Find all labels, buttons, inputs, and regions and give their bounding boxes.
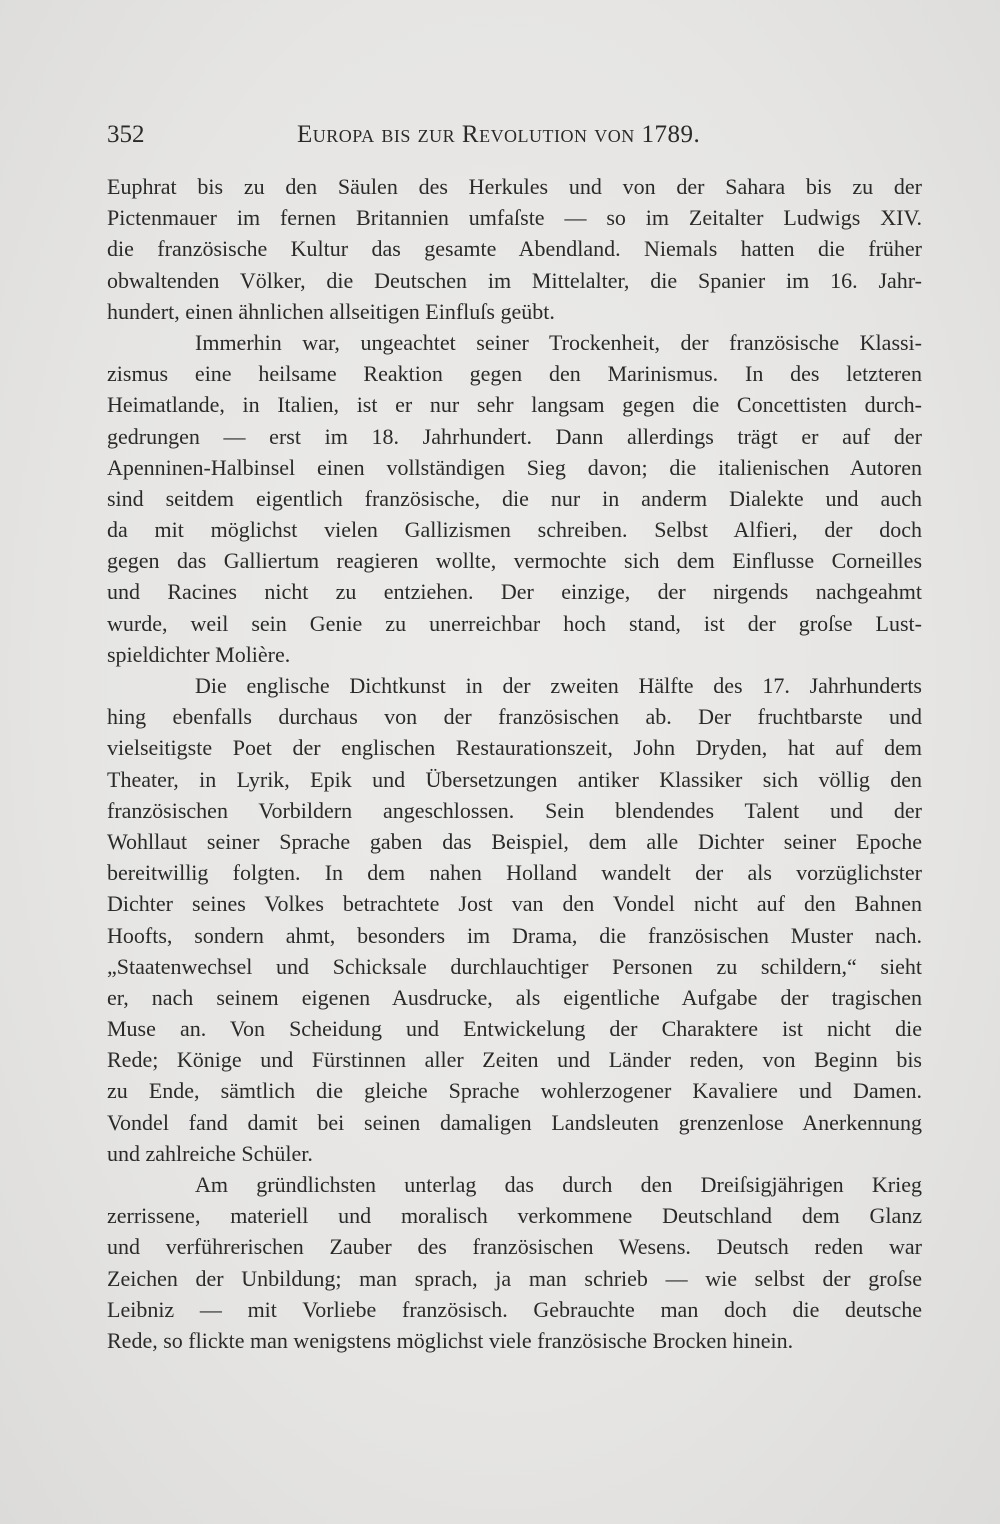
text-line: sind seitdem eigentlich französische, die nur in anderm Dialekte und auch (107, 485, 922, 511)
page-number: 352 (107, 121, 145, 148)
text-line: wurde, weil sein Genie zu unerreichbar hoch stand, ist der groſse Lust- (107, 610, 922, 636)
text-line: und Racines nicht zu entziehen. Der einzige, der nirgends nachgeahmt (107, 579, 922, 605)
paragraph (107, 327, 922, 670)
text-line: Theater, in Lyrik, Epik und Übersetzungen antiker Klassiker sich völlig den (107, 766, 922, 792)
text-line: obwaltenden Völker, die Deutschen im Mittelalter, die Spanier im 16. Jahr- (107, 267, 922, 293)
paragraph (107, 171, 922, 327)
text-line: „Staatenwechsel und Schicksale durchlauchtiger Personen zu schildern,“ sieht (107, 953, 922, 979)
text-line: da mit möglichst vielen Gallizismen schreiben. Selbst Alfieri, der doch (107, 517, 922, 543)
text-line: Die englische Dichtkunst in der zweiten Hälfte des 17. Jahrhunderts (195, 673, 922, 698)
text-line: gegen das Galliertum reagieren wollte, vermochte sich dem Einflusse Corneilles (107, 548, 922, 574)
text-line: hundert, einen ähnlichen allseitigen Einfluſs geübt. (107, 298, 555, 324)
text-line: zismus eine heilsame Reaktion gegen den Marinismus. In des letzteren (107, 361, 922, 387)
running-head: Europa bis zur Revolution von 1789. (297, 121, 701, 148)
text-line: er, nach seinem eigenen Ausdrucke, als eigentliche Aufgabe der tragischen (107, 984, 922, 1010)
text-line: Pictenmauer im fernen Britannien umfaſste — so im Zeitalter Ludwigs XIV. (107, 205, 922, 231)
page-header (107, 121, 922, 157)
text-line: Wohllaut seiner Sprache gaben das Beispiel, dem alle Dichter seiner Epoche (107, 828, 922, 854)
text-line: Hoofts, sondern ahmt, besonders im Drama, die französischen Muster nach. (107, 922, 922, 948)
text-line: Immerhin war, ungeachtet seiner Trockenheit, der französische Klassi- (195, 329, 922, 355)
text-line: Rede, so flickte man wenigstens möglichst viele französische Brocken hinein. (107, 1327, 794, 1353)
body-text (107, 171, 922, 1356)
text-line: vielseitigste Poet der englischen Restaurationszeit, John Dryden, hat auf dem (107, 735, 922, 761)
text-line: und zahlreiche Schüler. (107, 1140, 313, 1166)
text-line: Rede; Könige und Fürstinnen aller Zeiten und Länder reden, von Beginn bis (107, 1047, 922, 1073)
text-line: Dichter seines Volkes betrachtete Jost van den Vondel nicht auf den Bahnen (107, 891, 922, 917)
text-line: Zeichen der Unbildung; man sprach, ja man schrieb — wie selbst der groſse (107, 1265, 922, 1291)
text-line: und verführerischen Zauber des französischen Wesens. Deutsch reden war (107, 1234, 922, 1260)
text-line: französischen Vorbildern angeschlossen. Sein blendendes Talent und der (107, 797, 922, 823)
text-line: Am gründlichsten unterlag das durch den Dreiſsigjährigen Krieg (195, 1172, 922, 1197)
text-line: Vondel fand damit bei seinen damaligen Landsleuten grenzenlose Anerkennung (107, 1109, 922, 1135)
text-line: bereitwillig folgten. In dem nahen Holland wandelt der als vorzüglichster (107, 860, 922, 886)
paragraph (107, 1169, 922, 1356)
text-line: Apenninen-Halbinsel einen vollständigen Sieg davon; die italienischen Autoren (107, 454, 922, 480)
text-line: gedrungen — erst im 18. Jahrhundert. Dann allerdings trägt er auf der (107, 423, 922, 449)
text-line: spieldichter Molière. (107, 641, 291, 667)
text-line: zu Ende, sämtlich die gleiche Sprache wohlerzogener Kavaliere und Damen. (107, 1078, 922, 1104)
text-line: Leibniz — mit Vorliebe französisch. Gebrauchte man doch die deutsche (107, 1296, 922, 1322)
paragraph (107, 670, 922, 1169)
text-line: hing ebenfalls durchaus von der französischen ab. Der fruchtbarste und (107, 704, 922, 730)
text-line: die französische Kultur das gesamte Abendland. Niemals hatten die früher (107, 236, 922, 262)
text-line: Muse an. Von Scheidung und Entwickelung der Charaktere ist nicht die (107, 1016, 922, 1042)
text-line: Euphrat bis zu den Säulen des Herkules und von der Sahara bis zu der (107, 174, 922, 199)
text-line: Heimatlande, in Italien, ist er nur sehr langsam gegen die Concettisten durch- (107, 392, 922, 418)
text-line: zerrissene, materiell und moralisch verkommene Deutschland dem Glanz (107, 1203, 922, 1229)
